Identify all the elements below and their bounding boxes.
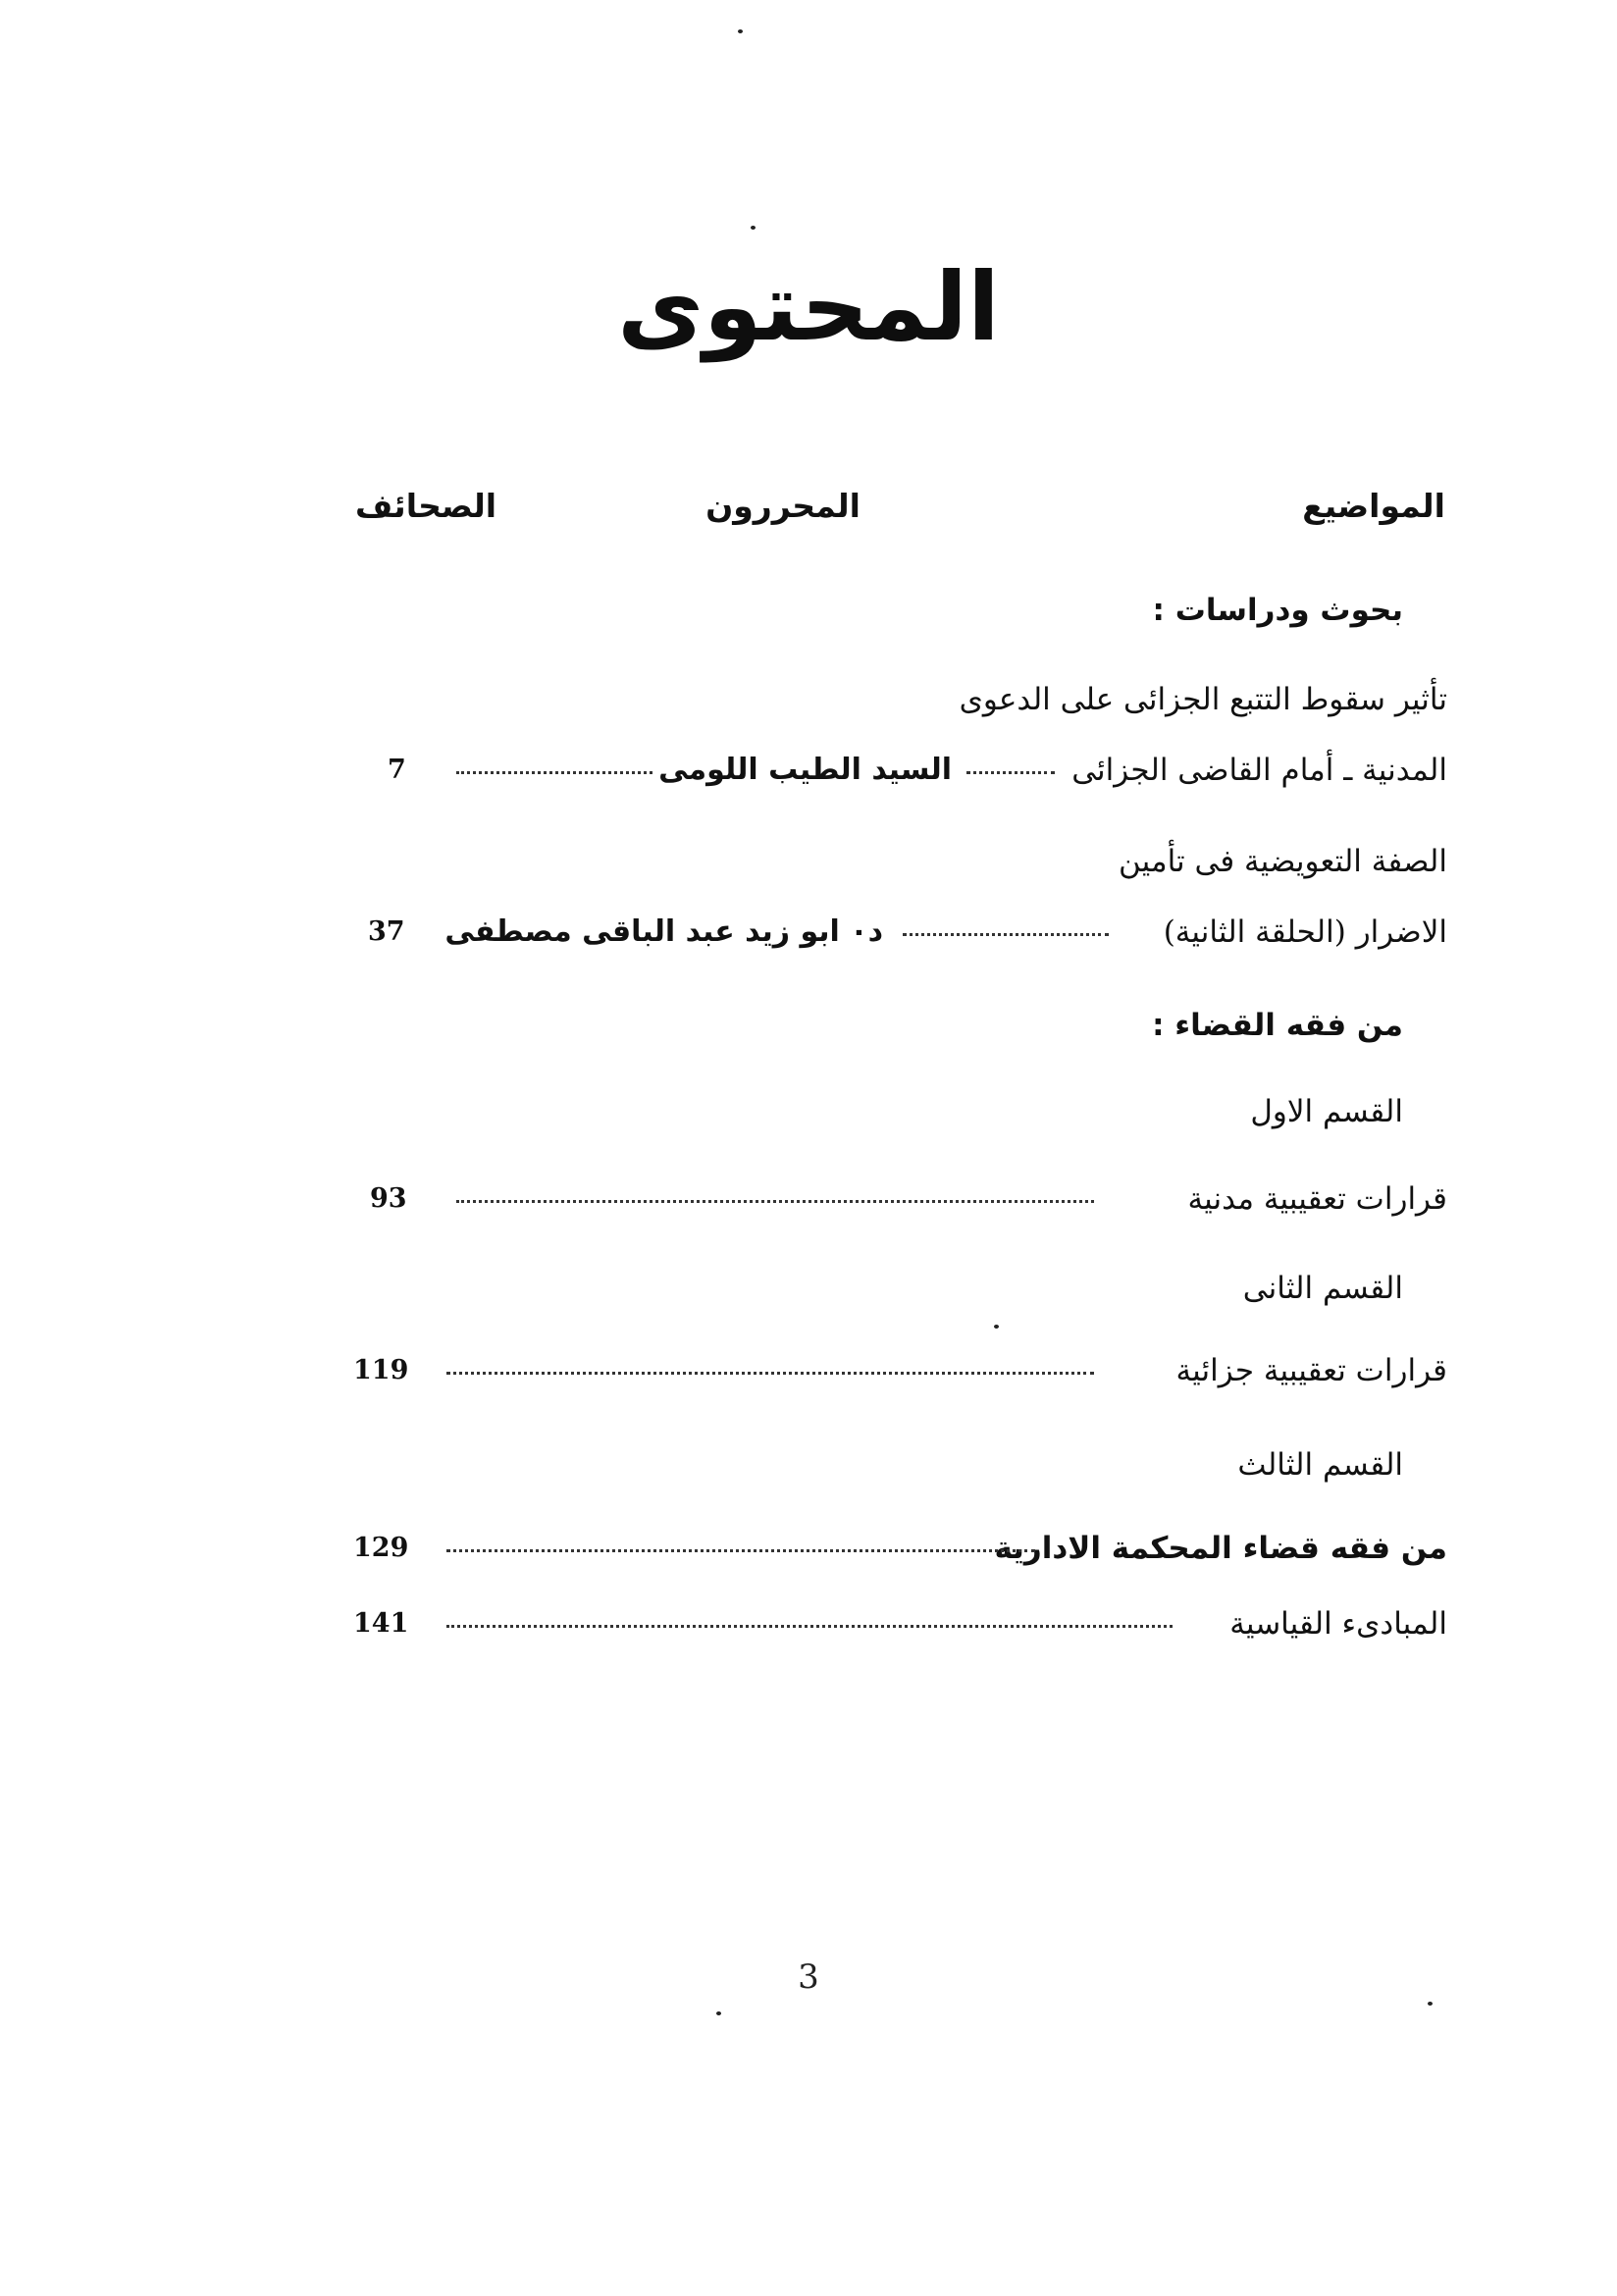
speck-mark: [738, 29, 743, 33]
speck-mark: [716, 2011, 721, 2015]
toc-entry-row[interactable]: [348, 1341, 1447, 1400]
part-label: القسم الاول: [1250, 1094, 1403, 1129]
toc-entry-page: 7: [388, 755, 406, 785]
dot-leader: [446, 1625, 1173, 1628]
part-label: القسم الثالث: [1237, 1447, 1403, 1483]
speck-mark: [994, 1325, 999, 1329]
part-label: القسم الثانى: [1242, 1271, 1403, 1306]
toc-entry-title-line1: الصفة التعويضية فى تأمين: [1119, 844, 1447, 879]
toc-entry-row[interactable]: [348, 1594, 1447, 1653]
part-label-row: [348, 1435, 1447, 1494]
toc-entry-title-line2: الاضرار (الحلقة الثانية): [1163, 914, 1447, 950]
dot-leader: [456, 771, 652, 774]
toc-entry-title: قرارات تعقيبية جزائية: [1175, 1353, 1447, 1388]
toc-entry-title: المبادىء القياسية: [1229, 1606, 1447, 1642]
dot-leader: [446, 1549, 1035, 1552]
page-number: 3: [798, 1957, 819, 1997]
part-label-row: [348, 1259, 1447, 1318]
toc-entry-row[interactable]: [348, 903, 1447, 962]
column-header-authors-label: المحررون: [705, 487, 861, 525]
toc-entry-page: 129: [353, 1533, 409, 1563]
toc-entry-page: 37: [368, 916, 405, 947]
speck-mark: [751, 226, 756, 230]
dot-leader: [456, 1200, 1094, 1203]
toc-entry-page: 119: [353, 1355, 409, 1385]
toc-entry-title: من فقه قضاء المحكمة الادارية: [994, 1531, 1447, 1566]
dot-leader: [966, 771, 1055, 774]
toc-entry-author: السيد الطيب اللومى: [658, 753, 952, 787]
part-label-row: [348, 1082, 1447, 1141]
section-heading-research: [348, 581, 1447, 640]
toc-entry-line: [348, 670, 1447, 729]
dot-leader: [903, 933, 1109, 936]
column-header-authors: [0, 487, 1617, 525]
toc-entry-page: 141: [353, 1608, 409, 1639]
dot-leader: [446, 1372, 1094, 1375]
toc-entry-line: [348, 832, 1447, 891]
section-heading-label: من فقه القضاء :: [1152, 1008, 1403, 1043]
column-header-topics: المواضيع: [1302, 487, 1445, 525]
toc-entry-title-line1: تأثير سقوط التتبع الجزائى على الدعوى: [959, 682, 1447, 717]
section-heading-jurisprudence: [348, 996, 1447, 1055]
toc-entry-row[interactable]: [348, 741, 1447, 800]
column-header-pages: الصحائف: [355, 487, 497, 525]
toc-entry-row[interactable]: [348, 1519, 1447, 1578]
speck-mark: [1428, 2002, 1433, 2006]
page-title: المحتوى: [617, 252, 1000, 362]
toc-entry-author: د٠ ابو زيد عبد الباقى مصطفى: [444, 914, 883, 949]
section-heading-label: بحوث ودراسات :: [1152, 593, 1403, 628]
toc-entry-row[interactable]: [348, 1170, 1447, 1228]
toc-entry-title: قرارات تعقيبية مدنية: [1187, 1181, 1447, 1217]
toc-entry-page: 93: [370, 1183, 407, 1214]
toc-entry-title-line2: المدنية ـ أمام القاضى الجزائى: [1071, 753, 1447, 788]
